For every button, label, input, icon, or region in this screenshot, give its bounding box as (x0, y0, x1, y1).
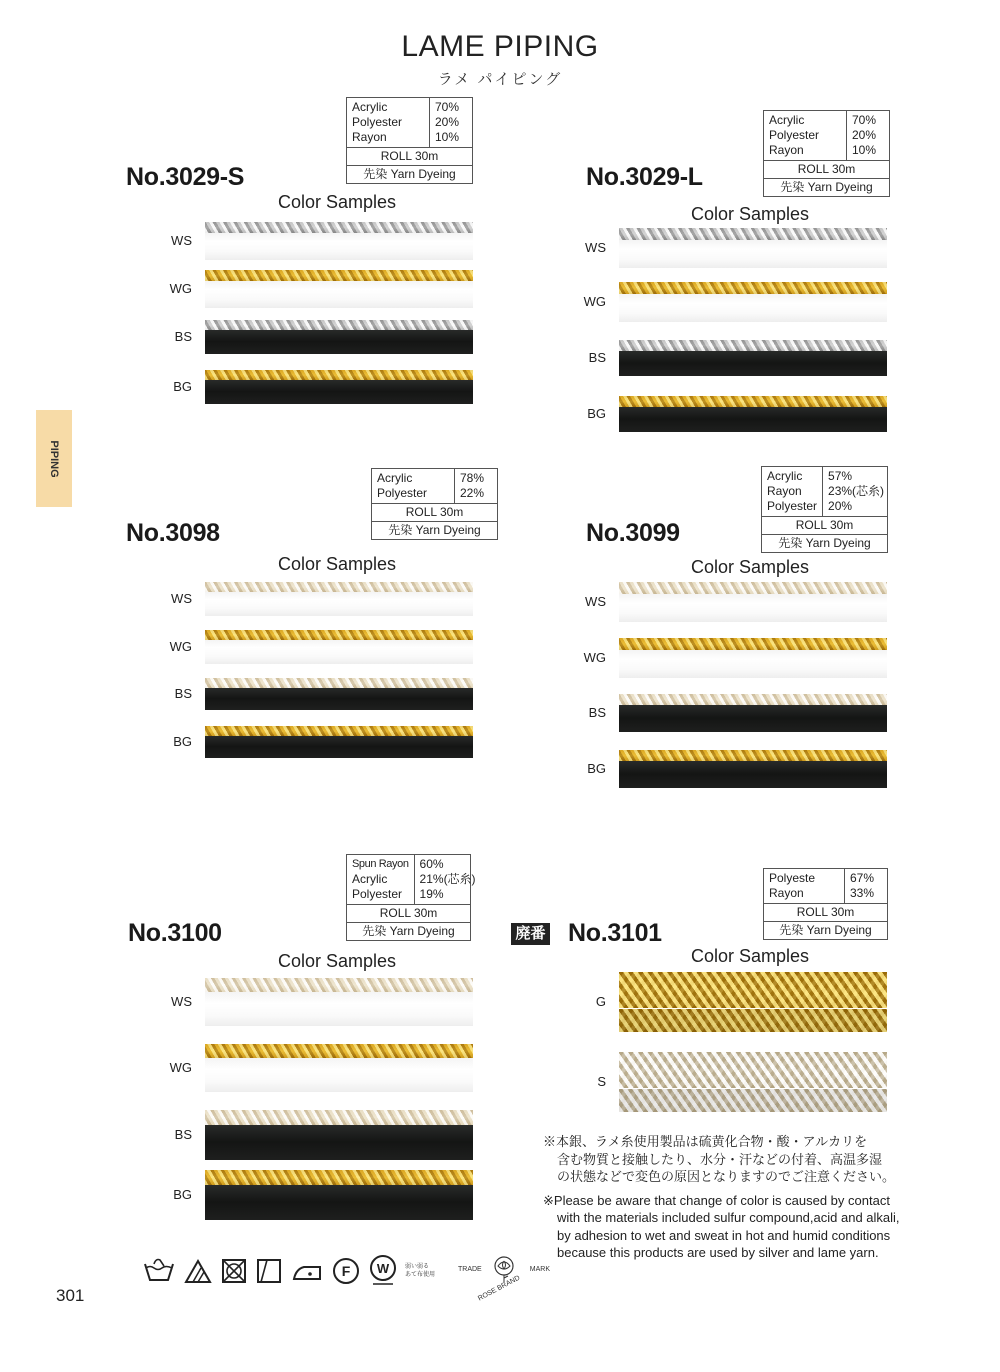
piping-cord (205, 1170, 473, 1185)
material-name: Polyeste (769, 871, 816, 885)
piping-cord (205, 1044, 473, 1058)
dyeing-method: 先染 Yarn Dyeing (780, 180, 873, 194)
no-tumble-dry-icon (220, 1257, 248, 1285)
wet-clean-w-icon (368, 1254, 398, 1288)
color-swatch[interactable] (205, 222, 473, 260)
swatch-code: BS (588, 350, 606, 365)
color-swatch[interactable] (205, 630, 473, 664)
color-swatch[interactable] (619, 396, 887, 432)
dry-clean-f-icon (331, 1256, 361, 1286)
material-percent: 57% (828, 469, 853, 483)
piping-cord (619, 694, 887, 705)
roll-length: ROLL 30m (764, 161, 889, 179)
color-swatch[interactable] (619, 340, 887, 376)
material-name: Acrylic (377, 471, 413, 485)
material-name: Spun Rayon (352, 858, 409, 870)
piping-cord (205, 678, 473, 688)
note-en-line: because this products are used by silver and lame yarn. (557, 1245, 879, 1260)
color-swatch[interactable] (619, 582, 887, 622)
swatch-code: WG (169, 639, 192, 654)
material-name: Rayon (352, 130, 387, 144)
piping-cord (205, 582, 473, 592)
material-percent: 78% (460, 471, 485, 485)
color-swatch[interactable] (205, 320, 473, 354)
color-swatch[interactable] (205, 1170, 473, 1220)
brand-name: ROSE BRAND (477, 1274, 522, 1303)
brand-trade: TRADE (458, 1266, 482, 1273)
piping-tape (205, 735, 473, 758)
note-jp-line: ※本銀、ラメ糸使用製品は硫黄化合物・酸・アルカリを (543, 1134, 868, 1149)
material-percent: 67% (850, 871, 875, 885)
color-samples-label: Color Samples (278, 192, 397, 212)
piping-tape (619, 704, 887, 732)
product-number: No.3100 (128, 919, 222, 947)
material-percent: 22% (460, 486, 485, 500)
svg-text:W: W (376, 1261, 390, 1276)
material-names (347, 98, 430, 147)
side-tab-label: PIPING (48, 439, 60, 478)
material-percentages (430, 98, 472, 147)
dyeing-method: 先染 Yarn Dyeing (362, 924, 455, 938)
hand-wash-icon (142, 1256, 176, 1286)
material-name: Polyester (352, 115, 403, 129)
roll-length: ROLL 30m (347, 148, 472, 166)
material-name: Acrylic (769, 113, 805, 127)
dyeing-method: 先染 Yarn Dyeing (363, 167, 456, 181)
roll-length: ROLL 30m (347, 905, 470, 923)
color-samples-label: Color Samples (278, 554, 397, 574)
piping-tape (205, 329, 473, 354)
color-samples-label: Color Samples (691, 946, 810, 966)
piping-tape (205, 991, 473, 1026)
material-percent: 10% (435, 130, 460, 144)
material-percentages (823, 467, 887, 516)
line-dry-icon (255, 1257, 283, 1285)
piping-tape (205, 591, 473, 616)
product-number: No.3029-S (126, 163, 245, 191)
note-en-line: ※Please be aware that change of color is caused by contact (543, 1192, 890, 1208)
spec-table (761, 466, 888, 553)
color-swatch[interactable] (619, 694, 887, 732)
color-swatch[interactable] (205, 978, 473, 1026)
color-swatch[interactable] (619, 228, 887, 268)
product-number: No.3101 (568, 919, 662, 947)
note-jp-line: 含む物質と接触したり、水分・汗などの付着、高温多湿 (557, 1151, 883, 1167)
color-samples-label: Color Samples (691, 204, 810, 224)
spec-table (346, 854, 476, 941)
composition-block (347, 98, 472, 148)
caution-notes (543, 1133, 900, 1262)
piping-tape (619, 406, 887, 432)
color-swatch[interactable] (619, 1052, 887, 1112)
piping-tape (619, 593, 887, 622)
color-samples-label: Color Samples (691, 557, 810, 577)
piping-cord (205, 726, 473, 736)
piping-cord (619, 396, 887, 407)
color-swatch[interactable] (205, 678, 473, 710)
composition-block (372, 469, 497, 504)
material-name: Polyester (769, 128, 820, 142)
swatch-code: WG (169, 1060, 192, 1075)
dyeing-method: 先染 Yarn Dyeing (779, 923, 872, 937)
color-swatch[interactable] (205, 726, 473, 758)
material-name: Polyester (352, 887, 403, 901)
swatch-code: WS (171, 233, 192, 248)
material-percent: 10% (852, 143, 877, 157)
piping-cord (619, 340, 887, 351)
piping-cord (205, 978, 473, 992)
material-percent: 21%(芯糸) (419, 872, 476, 886)
material-percent: 70% (852, 113, 877, 127)
material-percentages (455, 469, 497, 503)
color-swatch[interactable] (205, 270, 473, 308)
piping-tape (205, 1184, 473, 1220)
piping-cord (205, 222, 473, 233)
piping-tape (205, 687, 473, 710)
swatch-code: BS (174, 1127, 192, 1142)
material-name: Rayon (767, 484, 802, 498)
material-name: Acrylic (352, 872, 388, 886)
braid-edge (619, 1009, 887, 1032)
composition-block (764, 111, 889, 161)
material-name: Polyester (377, 486, 428, 500)
material-name: Acrylic (767, 469, 803, 483)
brand-mark: MARK (529, 1266, 550, 1273)
piping-tape (205, 639, 473, 664)
swatch-code: WG (583, 650, 606, 665)
piping-tape (619, 293, 887, 322)
swatch-code: BG (587, 406, 606, 421)
piping-cord (205, 320, 473, 330)
note-en-line: with the materials included sulfur compound,acid and alkali, (557, 1210, 900, 1225)
roll-length: ROLL 30m (762, 517, 887, 535)
roll-length: ROLL 30m (764, 904, 887, 922)
material-names (347, 855, 415, 904)
piping-tape (205, 1057, 473, 1092)
material-percentages (845, 869, 887, 903)
braid-cord (619, 1052, 887, 1088)
material-percent: 20% (435, 115, 460, 129)
page-subtitle: ラメ パイピング (437, 71, 563, 88)
material-names (764, 869, 845, 903)
page-number: 301 (56, 1286, 85, 1305)
swatch-code: WS (171, 591, 192, 606)
swatch-code: BG (587, 761, 606, 776)
piping-cord (619, 638, 887, 650)
material-percent: 60% (419, 857, 444, 871)
note-en-line: by adhesion to wet and sweat in hot and humid conditions (557, 1227, 891, 1243)
piping-cord (619, 750, 887, 761)
roll-length: ROLL 30m (372, 504, 497, 522)
piping-tape (619, 760, 887, 788)
color-swatch[interactable] (205, 582, 473, 616)
swatch-code: WG (169, 281, 192, 296)
spec-table (371, 468, 498, 540)
color-swatch[interactable] (619, 282, 887, 322)
spec-table (346, 97, 473, 184)
material-name: Rayon (769, 143, 804, 157)
material-percent: 20% (852, 128, 877, 142)
iron-icon (290, 1257, 324, 1285)
swatch-code: WG (583, 294, 606, 309)
swatch-code: BS (174, 686, 192, 701)
composition-block (764, 869, 887, 904)
color-swatch[interactable] (619, 972, 887, 1032)
material-names (764, 111, 847, 160)
swatch-code: G (595, 994, 606, 1009)
svg-text:F: F (341, 1263, 351, 1279)
piping-cord (619, 582, 887, 594)
piping-cord (205, 370, 473, 380)
braid-cord (619, 972, 887, 1008)
color-swatch[interactable] (205, 1110, 473, 1160)
note-jp-line: の状態などで変色の原因となりますのでご注意ください。 (557, 1169, 896, 1184)
spec-table (763, 110, 890, 197)
material-percent: 33% (850, 886, 875, 900)
piping-cord (205, 630, 473, 640)
piping-cord (205, 270, 473, 281)
swatch-code: BG (173, 1187, 192, 1202)
color-swatch[interactable] (205, 1044, 473, 1092)
product-number: No.3029-L (586, 163, 703, 191)
piping-cord (619, 228, 887, 240)
product-number: No.3099 (586, 519, 680, 547)
bleach-icon (183, 1256, 213, 1286)
material-percent: 70% (435, 100, 460, 114)
care-note: 弱い弱る あて布使用 (405, 1264, 436, 1278)
swatch-code: S (597, 1074, 606, 1089)
material-percent: 19% (419, 887, 444, 901)
piping-tape (205, 379, 473, 404)
spec-table (763, 868, 888, 940)
color-swatch[interactable] (619, 750, 887, 788)
material-names (372, 469, 455, 503)
material-name: Acrylic (352, 100, 388, 114)
material-name: Rayon (769, 886, 804, 900)
material-name: Polyester (767, 499, 818, 513)
material-percent: 23%(芯糸) (828, 484, 885, 498)
material-percentages (415, 855, 477, 904)
material-names (762, 467, 823, 516)
swatch-code: WS (585, 240, 606, 255)
piping-tape (619, 350, 887, 376)
piping-tape (205, 232, 473, 260)
color-samples-label: Color Samples (278, 951, 397, 971)
swatch-code: BS (588, 705, 606, 720)
piping-tape (205, 1124, 473, 1160)
dyeing-method: 先染 Yarn Dyeing (778, 536, 871, 550)
swatch-code: BS (174, 329, 192, 344)
piping-cord (619, 282, 887, 294)
composition-block (762, 467, 887, 517)
braid-edge (619, 1089, 887, 1112)
care-symbols (142, 1254, 435, 1288)
swatch-code: BG (173, 734, 192, 749)
rose-brand-logo (458, 1250, 550, 1306)
swatch-code: WS (585, 594, 606, 609)
piping-tape (619, 649, 887, 678)
piping-cord (205, 1110, 473, 1125)
product-number: No.3098 (126, 519, 220, 547)
side-tab[interactable] (36, 410, 72, 507)
page-title: LAME PIPING (401, 30, 599, 63)
piping-tape (205, 280, 473, 308)
discontinued-badge: 廃番 (511, 923, 550, 945)
piping-tape (619, 239, 887, 268)
color-swatch[interactable] (205, 370, 473, 404)
swatch-code: WS (171, 994, 192, 1009)
composition-block (347, 855, 476, 905)
material-percentages (847, 111, 889, 160)
dyeing-method: 先染 Yarn Dyeing (388, 523, 481, 537)
material-percent: 20% (828, 499, 853, 513)
color-swatch[interactable] (619, 638, 887, 678)
swatch-code: BG (173, 379, 192, 394)
